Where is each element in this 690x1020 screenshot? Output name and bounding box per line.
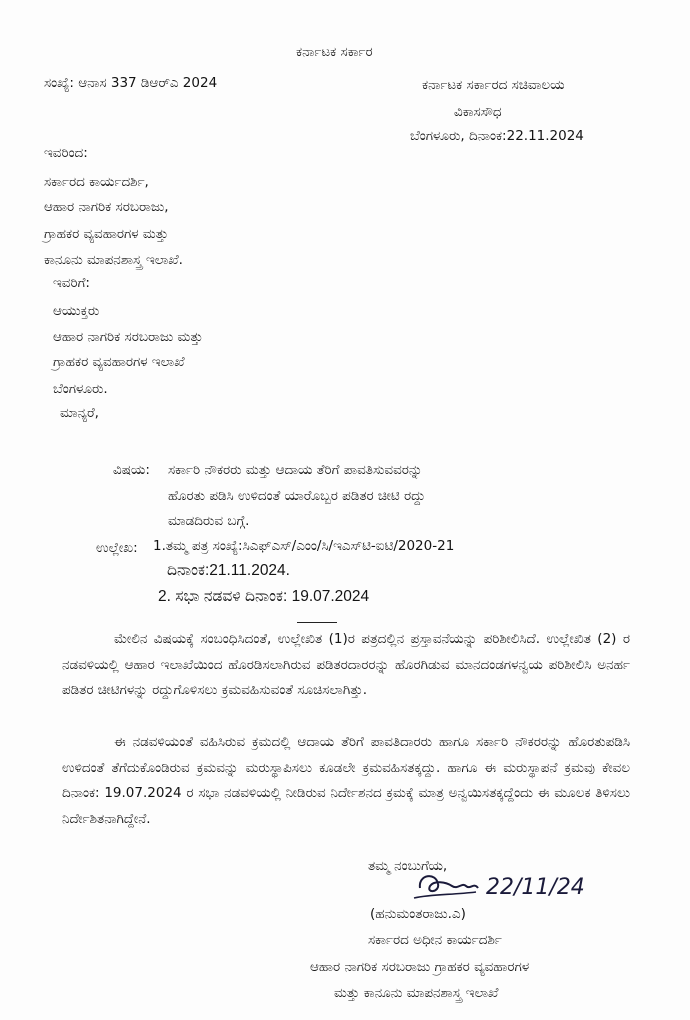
office-line-1: ಕರ್ನಾಟಕ ಸರ್ಕಾರದ ಸಚಿವಾಲಯ xyxy=(422,77,565,93)
designation-line-1: ಸರ್ಕಾರದ ಅಧೀನ ಕಾರ್ಯದರ್ಶಿ xyxy=(368,932,502,948)
from-line: ಗ್ರಾಹಕರ ವ್ಯವಹಾರಗಳ ಮತ್ತು xyxy=(44,226,169,242)
body-paragraph-1: ಮೇಲಿನ ವಿಷಯಕ್ಕೆ ಸಂಬಂಧಿಸಿದಂತೆ, ಉಲ್ಲೇಖಿತ (1)ರ ಪತ್ರದಲ್ಲಿನ ಪ್ರಸ್ತಾವನೆಯನ್ನು ಪರಿಶೀಲಿಸಿದೆ. ಉಲ್ಲೇಖಿತ (2) ರ ನಡವಳಿಯಲ್ಲಿ ಆಹಾರ ಇಲಾಖೆಯಿಂದ ಹೊರಡಿಸಲಾಗಿರುವ ಪಡಿತರದಾರರನ್ನು ಹೊರಗಿಡುವ ಮಾನದಂಡಗಳನ್ವಯ ಪರಿಶೀಲಿಸಿ ಅನರ್ಹ ಪಡಿತರ ಚೀಟಿಗಳನ್ನು ರದ್ದುಗೊಳಿಸಲು ಕ್ರಮವಹಿಸುವಂತೆ ಸೂಚಿಸಲಾಗಿತ್ತು. xyxy=(62,631,630,698)
to-line: ಬೆಂಗಳೂರು. xyxy=(53,381,108,397)
from-label: ಇವರಿಂದ: xyxy=(44,145,88,161)
order-number: ಸಂಖ್ಯೆ: ಆನಾಸ 337 ಡಿಆರ್‌ಎ 2024 xyxy=(44,75,218,91)
office-line-2: ವಿಕಾಸಸೌಧ xyxy=(454,104,502,120)
from-line: ಆಹಾರ ನಾಗರಿಕ ಸರಬರಾಜು, xyxy=(44,199,169,215)
designation-line-3: ಮತ್ತು ಕಾನೂನು ಮಾಪನಶಾಸ್ತ್ರ ಇಲಾಖೆ xyxy=(334,985,499,1001)
subject-line-2: ಹೊರತು ಪಡಿಸಿ ಉಳಿದಂತೆ ಯಾರೊಬ್ಬರ ಪಡಿತರ ಚೀಟಿ ರದ್ದು xyxy=(168,488,426,504)
to-label: ಇವರಿಗೆ: xyxy=(53,275,90,291)
signatory-name: (ಹನುಮಂತರಾಜು.ಎ) xyxy=(370,906,466,922)
designation-line-2: ಆಹಾರ ನಾಗರಿಕ ಸರಬರಾಜು ಗ್ರಾಹಕರ ವ್ಯವಹಾರಗಳ xyxy=(310,959,530,975)
salutation: ಮಾನ್ಯರೆ, xyxy=(60,405,99,421)
reference-1: 1.ತಮ್ಮ ಪತ್ರ ಸಂಖ್ಯೆ:ಸಿಎಫ್‌ಎಸ್/ಎಂಂ/ಸಿ/ಇಎಸ್‌ಟಿ-ಐಟಿ/2020-21 xyxy=(153,538,455,554)
reference-1-date: ದಿನಾಂಕ:21.11.2024. xyxy=(167,562,290,579)
from-line: ಸರ್ಕಾರದ ಕಾರ್ಯದರ್ಶಿ, xyxy=(44,174,149,190)
government-heading: ಕರ್ನಾಟಕ ಸರ್ಕಾರ xyxy=(296,44,373,60)
divider-line xyxy=(297,622,337,623)
to-line: ಆಹಾರ ನಾಗರಿಕ ಸರಬರಾಜು ಮತ್ತು xyxy=(53,329,203,345)
to-line: ಗ್ರಾಹಕರ ವ್ಯವಹಾರಗಳ ಇಲಾಖೆ xyxy=(53,354,185,370)
reference-2: 2. ಸಭಾ ನಡವಳಿ ದಿನಾಂಕ: 19.07.2024 xyxy=(158,588,370,605)
subject-line-1: ಸರ್ಕಾರಿ ನೌಕರರು ಮತ್ತು ಆದಾಯ ತೆರಿಗೆ ಪಾವತಿಸುವವರನ್ನು xyxy=(168,462,423,478)
svg-text:22/11/24: 22/11/24 xyxy=(486,875,585,900)
subject-line-3: ಮಾಡದಿರುವ ಬಗ್ಗೆ. xyxy=(168,513,250,529)
body-paragraph-2: ಈ ನಡವಳಿಯಂತೆ ವಹಿಸಿರುವ ಕ್ರಮದಲ್ಲಿ ಆದಾಯ ತೆರಿಗೆ ಪಾವತಿದಾರರು ಹಾಗೂ ಸರ್ಕಾರಿ ನೌಕರರನ್ನು ಹೊರತುಪಡಿಸಿ ಉಳಿದಂತೆ ತೆಗೆದುಕೊಂಡಿರುವ ಕ್ರಮವನ್ನು ಮರುಸ್ಥಾಪಿಸಲು ಕೂಡಲೇ ಕ್ರಮವಹಿಸತಕ್ಕದ್ದು. ಹಾಗೂ ಈ ಮರುಸ್ಥಾಪನೆ ಕ್ರಮವು ಕೇವಲ ದಿನಾಂಕ: 19.07.2024 ರ ಸಭಾ ನಡವಳಿಯಲ್ಲಿ ನೀಡಿರುವ ನಿರ್ದೇಶನದ ಕ್ರಮಕ್ಕೆ ಮಾತ್ರ ಅನ್ವಯಿಸತಕ್ಕದ್ದೆಂದು ಈ ಮೂಲಕ ತಿಳಿಸಲು ನಿರ್ದೇಶಿತನಾಗಿದ್ದೇನೆ. xyxy=(62,734,630,827)
subject-label: ವಿಷಯ: xyxy=(113,462,150,478)
from-line: ಕಾನೂನು ಮಾಪನಶಾಸ್ತ್ರ ಇಲಾಖೆ. xyxy=(44,252,183,268)
closing: ತಮ್ಮ ನಂಬುಗೆಯ, xyxy=(368,858,448,874)
place-date: ಬೆಂಗಳೂರು, ದಿನಾಂಕ:22.11.2024 xyxy=(410,128,584,144)
reference-label: ಉಲ್ಲೇಖ: xyxy=(96,540,138,556)
to-line: ಆಯುಕ್ತರು xyxy=(53,303,100,319)
